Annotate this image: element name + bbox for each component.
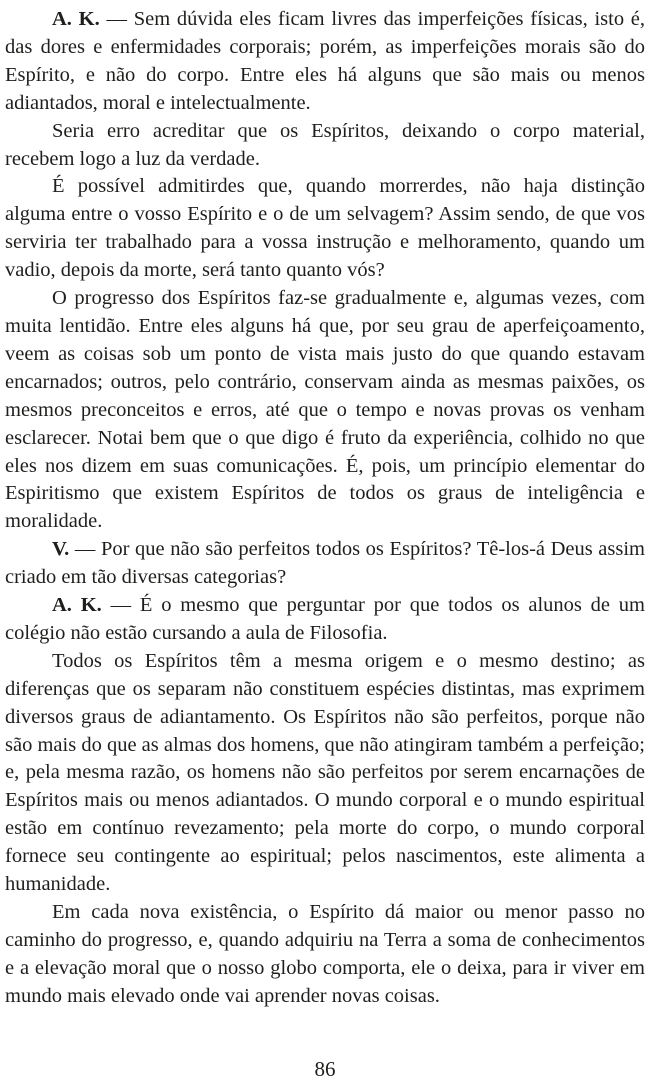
paragraph-text: É possível admitirdes que, quando morrerdes, não haja distinção alguma entre o vosso Espírito e o de um selvagem? Assim sendo, de que vos serviria ter trabalhado para a vossa instrução e melhoramento, quando um vadio, depois da morte, será tanto quanto vós? (5, 175, 645, 282)
paragraph-text: É o mesmo que perguntar por que todos os alunos de um colégio não estão cursando a aula de Filosofia. (5, 594, 646, 644)
speaker-label: A. K. (52, 594, 102, 617)
page-number: 86 (314, 1057, 336, 1081)
speaker-separator: — (99, 8, 134, 30)
paragraph-text: Seria erro acreditar que os Espíritos, deixando o corpo material, recebem logo a luz da verdade. (5, 119, 645, 170)
paragraph (5, 173, 645, 285)
paragraph-text: Em cada nova existência, o Espírito dá maior ou menor passo no caminho do progresso, e, quando adquiriu na Terra a soma de conhecimentos e a elevação moral que o nosso globo comporta, ele o deixa, para ir viver em mundo mais elevado onde vai aprender novas coisas. (5, 901, 645, 1007)
speaker-label: V. (52, 538, 70, 561)
paragraph (5, 592, 645, 648)
page-text (5, 6, 645, 1011)
paragraph (5, 899, 645, 1011)
speaker-separator: — (101, 594, 140, 617)
speaker-separator: — (69, 538, 101, 561)
paragraph-text: Todos os Espíritos têm a mesma origem e o mesmo destino; as diferenças que os separam não constituem espécies distintas, mas exprimem diversos graus de adiantamento. Os Espíritos não são perfeitos, porque não são mais do que as almas dos homens, que não atingiram também a perfeição; e, pela mesma razão, os homens não são perfeitos por serem encarnações de Espíritos mais ou menos adiantados. O mundo corporal e o mundo espiritual estão em contínuo revezamento; pela morte do corpo, o mundo corporal fornece seu contingente ao espiritual; pelos nascimentos, este alimenta a humanidade. (5, 649, 645, 896)
paragraph (5, 6, 645, 118)
speaker-label: A. K. (52, 8, 100, 30)
paragraph (5, 285, 645, 536)
paragraph-text: O progresso dos Espíritos faz-se gradualmente e, algumas vezes, com muita lentidão. Entre eles alguns há que, por seu grau de aperfeiçoamento, veem as coisas sob um ponto de vista mais justo do que quando estavam encarnados; outros, pelo contrário, conservam ainda as mesmas paixões, os mesmos preconceitos e erros, até que o tempo e novas provas os venham esclarecer. Notai bem que o que digo é fruto da experiência, colhido no que eles nos dizem em suas comunicações. É, pois, um princípio elementar do Espiritismo que existem Espíritos de todos os graus de inteligência e moralidade. (5, 287, 645, 533)
paragraph (5, 536, 645, 592)
paragraph (5, 648, 645, 899)
paragraph-text: Por que não são perfeitos todos os Espíritos? Tê-los-á Deus assim criado em tão diversas categorias? (5, 538, 645, 589)
paragraph (5, 118, 645, 174)
paragraph-text: Sem dúvida eles ficam livres das imperfeições físicas, isto é, das dores e enfermidades corporais; porém, as imperfeições morais são do Espírito, e não do corpo. Entre eles há alguns que são mais ou menos adiantados, moral e intelectualmente. (5, 8, 646, 114)
